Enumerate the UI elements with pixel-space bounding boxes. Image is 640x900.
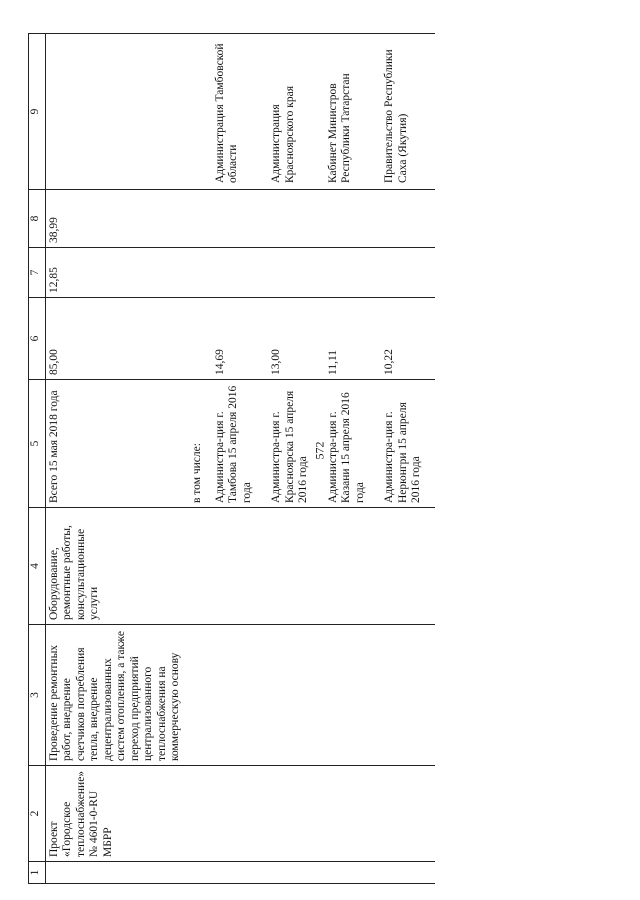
executor: Администра-ция г. Казани 15 апреля 2016 года (323, 380, 379, 508)
project-measures: Проведение ремонтных работ, внедрение счетчиков потребления тепла, внедрение децентрализованных систем отопления, а также переход предприятий централизованного теплоснабжения на коммерческую основу (46, 625, 189, 766)
amount: 10,22 (379, 298, 435, 380)
column-number: 5 (29, 380, 46, 508)
table-row (210, 34, 266, 884)
column-number: 7 (29, 248, 46, 298)
executor: Администра-ция г. Красноярска 15 апреля 2016 года (266, 380, 322, 508)
including-row (189, 34, 210, 884)
project-value-col8: 38,99 (46, 190, 189, 248)
amount: 13,00 (266, 298, 322, 380)
column-number: 4 (29, 508, 46, 625)
project-equipment: Оборудование, ремонтные работы, консультационные услуги (46, 508, 189, 625)
project-row (46, 34, 189, 884)
column-number: 6 (29, 298, 46, 380)
including-label: в том числе: (189, 380, 210, 508)
project-total-deadline: Всего 15 мая 2018 года (46, 380, 189, 508)
authority: Правительство Республики Саха (Якутия) (379, 34, 435, 190)
authority: Кабинет Министров Республики Татарстан (323, 34, 379, 190)
project-table (28, 33, 435, 884)
amount: 11,11 (323, 298, 379, 380)
table-row (379, 34, 435, 884)
column-number: 1 (29, 862, 46, 884)
column-number: 2 (29, 766, 46, 862)
table-row (266, 34, 322, 884)
column-number: 3 (29, 625, 46, 766)
table-row (323, 34, 379, 884)
project-value-col6: 85,00 (46, 298, 189, 380)
column-number: 8 (29, 190, 46, 248)
authority: Администрация Тамбовской области (210, 34, 266, 190)
column-number: 9 (29, 34, 46, 190)
amount: 14,69 (210, 298, 266, 380)
rotated-table-container (28, 34, 636, 884)
project-value-col7: 12,85 (46, 248, 189, 298)
authority: Администрация Красноярского края (266, 34, 322, 190)
executor: Администра-ция г. Нерюнгри 15 апреля 2016 года (379, 380, 435, 508)
column-number-row (29, 34, 46, 884)
executor: Администра-ция г. Тамбова 15 апреля 2016 года (210, 380, 266, 508)
page-number: 572 (312, 441, 327, 460)
project-name: Проект «Городское теплоснабжение» № 4601-0-RU МБРР (46, 766, 189, 862)
